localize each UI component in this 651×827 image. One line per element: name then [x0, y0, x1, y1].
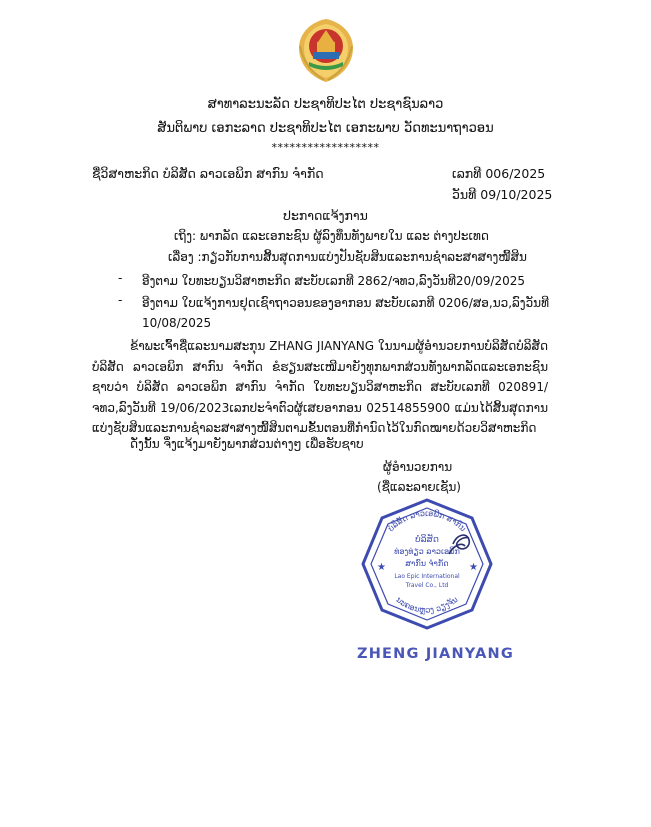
signatory-title: ຜູ້ອຳນວຍການ [383, 460, 453, 474]
closing-line: ດັ່ງນັ້ນ ຈຶ່ງແຈ້ງມາຍັງພາກສ່ວນຕ່າງໆ ເພື່ອຮັບຊາບ [130, 437, 364, 451]
stamp-top-text: ບໍລິສັດ ລາວເອພິກ ສາກົນ [386, 508, 468, 534]
company-name: ຊື່ວິສາຫະກິດ ບໍລິສັດ ລາວເອພິກ ສາກົນ ຈຳກັດ [92, 166, 324, 181]
signatory-subtitle: (ຊື່ແລະລາຍເຊັນ) [377, 480, 461, 494]
reference-text: ອີງຕາມ ໃບແຈ້ງການຢຸດເຊົາຖາວອນຂອງອາກອນ ສະບັບເລກທີ 0206/ສອ,ນວ,ລົງວັນທີ 10/08/2025 [142, 296, 549, 330]
notice-title: ປະກາດແຈ້ງການ [283, 208, 368, 223]
document-date: ວັນທີ 09/10/2025 [452, 187, 553, 202]
stamp-company-lao-1: ບໍລິສັດ [415, 535, 439, 545]
stamp-company-lao-2: ທ່ອງທ່ຽວ ລາວເອພິກ [394, 547, 460, 556]
document-number: ເລກທີ 006/2025 [452, 166, 546, 181]
company-stamp-icon [357, 494, 497, 634]
national-motto: ສັນຕິພາບ ເອກະລາດ ປະຊາທິປະໄຕ ເອກະພາບ ວັດທະນາຖາວອນ [157, 121, 494, 136]
body-paragraph-text: ຂ້າພະເຈົ້າຊື່ແລະນາມສະກຸນ ZHANG JIANYANG ໃນນາມຜູ້ອຳນວຍການບໍລິສັດບໍລິສັດ ບໍລິສັດ ລາວເອພິກ ສາກົນ ຈຳກັດ ຂໍຮຽນສະເໜີມາຍັງທຸກພາກສ່ວນທັງພາກລັດແລະເອກະຊົນຊາບວ່າ ບໍລິສັດ ລາວເອພິກ ສາກົນ ຈຳກັດ ໃບທະບຽນວິສາຫະກິດ ສະບັບເລກທີ 020891/ຈທວ,ລົງວັນທີ 19/06/2023ເລກປະຈຳຕົວຜູ້ເສຍອາກອນ 02514855900 ແມ່ນໄດ້ສິ້ນສຸດການແບ່ງຊັບສິນແລະການຊຳລະສາສາງໜີ້ສິນຕາມຂັ້ນຕອນທີ່ກຳນົດໄວ້ໃນກົດໝາຍດ້ວຍວິສາຫະກິດ [92, 339, 548, 435]
republic-heading: ສາທາລະນະລັດ ປະຊາທິປະໄຕ ປະຊາຊົນລາວ [207, 97, 444, 112]
stamp-company-en-1: Lao Epic International [394, 573, 460, 580]
star-divider: ****************** [271, 141, 380, 154]
stamp-bottom-text: ນະຄອນຫຼວງ ວຽງຈັນ [394, 594, 460, 615]
stamp-company-en-2: Travel Co., Ltd [405, 582, 449, 589]
subject-line: ເລື່ອງ :ກຽ່ວກັບການສິ້ນສຸດການແບ່ງປັນຊັບສິນແລະການຊຳລະສາສາງໜີ້ສິນ [168, 250, 527, 264]
svg-text:ນະຄອນຫຼວງ ວຽງຈັນ [394, 595, 459, 616]
svg-text:★: ★ [377, 562, 386, 573]
list-dash: - [118, 271, 123, 285]
reference-text: ອີງຕາມ ໃບທະບຽນວິສາຫະກິດ ສະບັບເລກທີ 2862/ຈທວ,ລົງວັນທີ20/09/2025 [142, 274, 525, 288]
national-emblem-icon [296, 16, 356, 84]
list-dash: - [118, 293, 123, 307]
stamp-company-lao-3: ສາກົນ ຈຳກັດ [405, 559, 449, 568]
signer-name: ZHENG JIANYANG [357, 646, 514, 662]
body-paragraph [92, 336, 548, 439]
svg-text:★: ★ [469, 562, 478, 573]
recipient-line: ເຖິງ: ພາກລັດ ແລະເອກະຊົນ ຜູ້ລົງທຶນທັງພາຍໃນ ແລະ ຕ່າງປະເທດ [174, 229, 489, 243]
